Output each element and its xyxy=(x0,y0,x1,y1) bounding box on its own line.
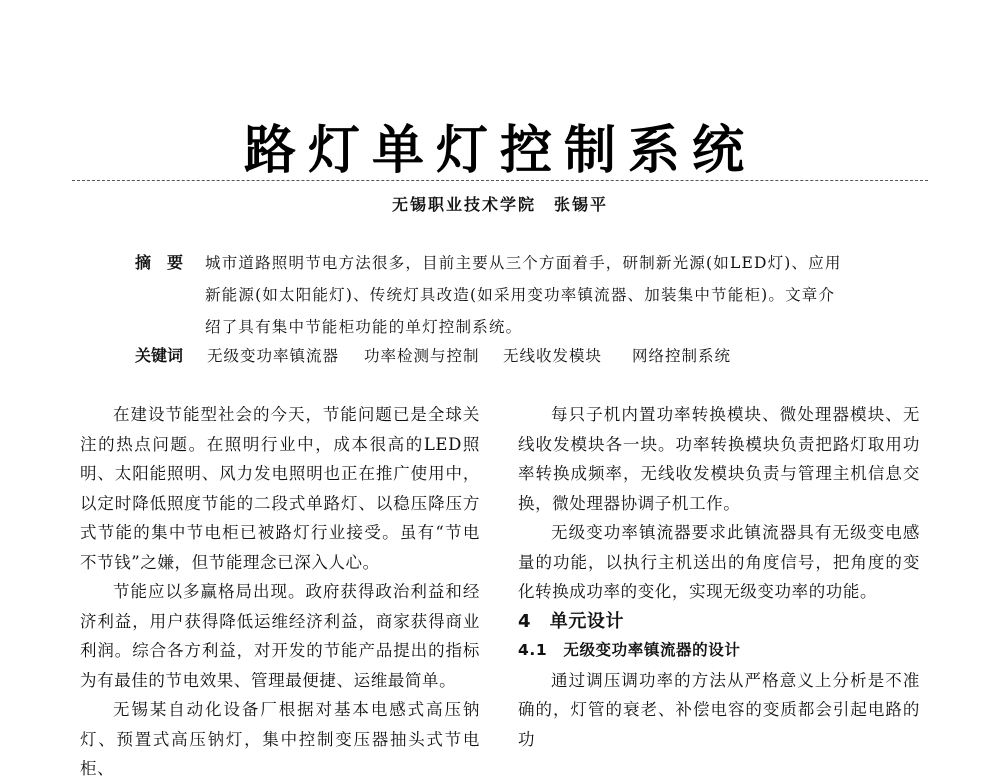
paper-title: 路灯单灯控制系统 xyxy=(243,121,756,181)
abstract-line: 城市道路照明节电方法很多，目前主要从三个方面着手，研制新光源(如LED灯)、应用 xyxy=(205,254,842,272)
author-line: 无锡职业技术学院 张锡平 xyxy=(391,195,608,214)
body-paragraph: 通过调压调功率的方法从严格意义上分析是不准确的，灯管的衰老、补偿电容的变质都会引起电路的功 xyxy=(518,670,920,749)
keyword: 无线收发模块 xyxy=(503,347,603,365)
abstract-label: 摘 要 xyxy=(135,253,184,272)
left-column xyxy=(80,400,480,784)
keywords-label: 关键词 xyxy=(135,346,184,365)
abstract-line: 绍了具有集中节能柜功能的单灯控制系统。 xyxy=(205,318,523,336)
subsection-heading: 4.1 无级变功率镇流器的设计 xyxy=(518,641,741,659)
keyword: 功率检测与控制 xyxy=(364,347,480,365)
right-column xyxy=(518,400,920,754)
body-paragraph: 无锡某自动化设备厂根据对基本电感式高压钠灯、预置式高压钠灯，集中控制变压器抽头式节电柜、 xyxy=(80,700,480,778)
section-heading: 4 单元设计 xyxy=(518,610,625,632)
body-paragraph: 无级变功率镇流器要求此镇流器具有无级变电感量的功能，以执行主机送出的角度信号，把角度的变化转换成功率的变化，实现无级变功率的功能。 xyxy=(518,523,920,601)
title-divider xyxy=(72,180,928,181)
keyword: 无级变功率镇流器 xyxy=(207,347,340,365)
keyword: 网络控制系统 xyxy=(632,347,732,365)
abstract-line: 新能源(如太阳能灯)、传统灯具改造(如采用变功率镇流器、加装集中节能柜)。文章介 xyxy=(205,286,836,304)
body-paragraph: 节能应以多赢格局出现。政府获得政治利益和经济利益，用户获得降低运维经济利益，商家获得商业利润。综合各方利益，对开发的节能产品提出的指标为有最佳的节电效果、管理最便捷、运维最简单。 xyxy=(80,582,480,690)
body-paragraph: 在建设节能型社会的今天，节能问题已是全球关注的热点问题。在照明行业中，成本很高的LED照明、太阳能照明、风力发电照明也正在推广使用中，以定时降低照度节能的二段式单路灯、以稳压降压方式节能的集中节电柜已被路灯行业接受。虽有“节电不节钱”之嫌，但节能理念已深入人心。 xyxy=(80,405,480,572)
body-paragraph: 每只子机内置功率转换模块、微处理器模块、无线收发模块各一块。功率转换模块负责把路灯取用功率转换成频率，无线收发模块负责与管理主机信息交换，微处理器协调子机工作。 xyxy=(518,405,920,513)
